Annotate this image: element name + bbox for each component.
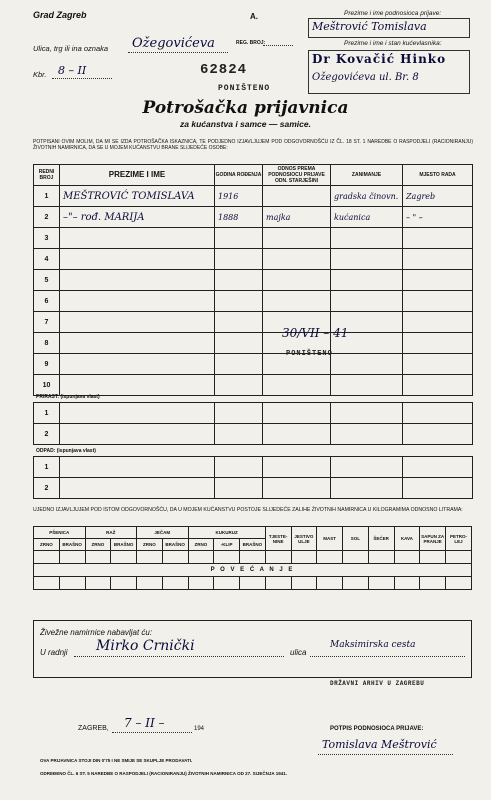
person-name: [60, 375, 215, 396]
legal-note: ODREĐENO ČL. 6 ST. 5 NAREDBE O RASPODJELI (RACIONIRANJU) ŽIVOTNIH NAMIRNICA OD 27. SIJEČNJA 1941.: [40, 771, 287, 776]
person-no: 9: [34, 354, 60, 375]
stock-group-header: RAŽ: [85, 527, 137, 539]
col-header-occupation: ZANIMANJE: [331, 165, 403, 186]
person-name: –"– rođ. MARIJA: [60, 207, 215, 228]
odpad-label: ODPAD: (ispunjava vlast): [36, 448, 96, 454]
person-relation: [263, 375, 331, 396]
stock-value-cell: [111, 551, 137, 564]
stock-subheader: BRAŠNO: [59, 539, 85, 551]
person-workplace: [403, 354, 473, 375]
person-row: [34, 207, 473, 228]
stock-value-cell: [394, 551, 420, 564]
stock-value-cell: [265, 577, 291, 590]
form-title: Potrošačka prijavnica: [142, 98, 349, 118]
prirast-row-number: 1: [34, 403, 60, 424]
stock-subheader: BRAŠNO: [111, 539, 137, 551]
cancel-annotation: 30/VII – 41: [282, 326, 349, 340]
person-row: [34, 354, 473, 375]
applicant-name-value: Meštrović Tomislava: [312, 20, 427, 33]
form-letter: A.: [250, 12, 258, 21]
person-occupation: [331, 249, 403, 270]
person-occupation: gradska činovn.: [331, 186, 403, 207]
person-name: [60, 354, 215, 375]
odpad-row-number: 1: [34, 457, 60, 478]
shop-radnja-label: U radnji: [40, 648, 68, 657]
person-workplace: [403, 291, 473, 312]
person-relation: majka: [263, 207, 331, 228]
year-suffix: 194: [194, 726, 205, 732]
reg-label: REG. BROJ:: [236, 40, 266, 46]
form-subtitle: za kućanstva i samce — samice.: [180, 119, 311, 129]
person-no: 5: [34, 270, 60, 291]
stock-group-header: MAST: [317, 527, 343, 551]
person-occupation: [331, 354, 403, 375]
person-workplace: [403, 270, 473, 291]
stock-group-header: PŠENICA: [34, 527, 86, 539]
person-no: 1: [34, 186, 60, 207]
stock-value-cell: [420, 551, 446, 564]
person-name: [60, 249, 215, 270]
person-year: 1888: [215, 207, 263, 228]
person-relation: [263, 249, 331, 270]
date-line: [112, 732, 192, 733]
prirast-cell: [263, 403, 331, 424]
stock-subheader: BRAŠNO: [240, 539, 266, 551]
stock-value-cell: [343, 577, 369, 590]
stock-value-cell: [34, 577, 60, 590]
person-workplace: – " –: [403, 207, 473, 228]
stock-value-cell: [446, 551, 472, 564]
person-occupation: [331, 270, 403, 291]
stock-increase-row: [34, 564, 472, 577]
odpad-cell: [331, 457, 403, 478]
stock-value-cell: [343, 551, 369, 564]
landlord-label: Prezime i ime i stan kućevlasnika:: [344, 40, 442, 47]
stock-value-row: [34, 577, 472, 590]
stock-value-cell: [85, 551, 111, 564]
stock-value-cell: [34, 551, 60, 564]
person-year: [215, 270, 263, 291]
shop-street-line: [310, 656, 465, 657]
street-value: Ožegovićeva: [132, 36, 215, 51]
person-row: [34, 333, 473, 354]
landlord-address: Ožegovićeva ul. Br. 8: [312, 72, 419, 83]
stock-subheader: ZRNO: [137, 539, 163, 551]
stock-value-cell: [420, 577, 446, 590]
signature-value: Tomislava Meštrović: [322, 738, 437, 751]
place-label: ZAGREB,: [78, 725, 109, 732]
prirast-cell: [403, 424, 473, 445]
stock-value-cell: [162, 551, 188, 564]
prirast-cell: [60, 424, 215, 445]
person-row: [34, 249, 473, 270]
stock-value-cell: [317, 577, 343, 590]
reg-line: [263, 45, 293, 46]
person-year: [215, 249, 263, 270]
person-row: [34, 270, 473, 291]
shop-street-label: ulica: [290, 648, 307, 657]
person-occupation: [331, 291, 403, 312]
odpad-cell: [263, 457, 331, 478]
person-workplace: [403, 312, 473, 333]
shop-street-value: Maksimirska cesta: [330, 640, 416, 650]
stock-value-cell: [317, 551, 343, 564]
persons-table-header: [34, 165, 473, 186]
street-label: Ulica, trg ili ina oznaka: [33, 44, 109, 53]
person-no: 10: [34, 375, 60, 396]
person-workplace: [403, 333, 473, 354]
cancelled-stamp-table: PONIŠTENO: [286, 350, 333, 358]
col-header-name: PREZIME I IME: [60, 165, 215, 186]
stock-subheader: ZRNO: [34, 539, 60, 551]
person-name: [60, 270, 215, 291]
person-name: [60, 312, 215, 333]
odpad-row-number: 2: [34, 478, 60, 499]
person-year: [215, 354, 263, 375]
stock-value-cell: [214, 551, 240, 564]
person-workplace: [403, 375, 473, 396]
person-row: [34, 228, 473, 249]
price-note: OVA PRIJAVNICA STOJI DIN 0'75 I NE SMIJE SE SKUPLJE PRODAVATI.: [40, 758, 193, 763]
person-year: [215, 291, 263, 312]
stock-value-cell: [214, 577, 240, 590]
stock-subheader: ZRNO: [188, 539, 214, 551]
odpad-cell: [60, 478, 215, 499]
city-label: Grad Zagreb: [33, 10, 87, 20]
stock-value-cell: [162, 577, 188, 590]
odpad-cell: [215, 457, 263, 478]
person-occupation: kućanica: [331, 207, 403, 228]
stock-value-row: [34, 551, 472, 564]
person-name: MEŠTROVIĆ TOMISLAVA: [60, 186, 215, 207]
person-year: 1916: [215, 186, 263, 207]
odpad-row: [34, 457, 473, 478]
stock-value-cell: [240, 577, 266, 590]
shop-line: [74, 656, 284, 657]
stock-group-row: [34, 527, 472, 539]
prirast-cell: [331, 424, 403, 445]
shop-label: Živežne namirnice nabavljat ću:: [40, 628, 153, 637]
person-no: 2: [34, 207, 60, 228]
person-no: 4: [34, 249, 60, 270]
stock-value-cell: [137, 577, 163, 590]
cancelled-stamp-top: PONIŠTENO: [218, 84, 271, 93]
person-workplace: Zagreb: [403, 186, 473, 207]
prirast-cell: [215, 403, 263, 424]
person-row: [34, 186, 473, 207]
stock-value-cell: [291, 551, 317, 564]
col-header-workplace: MJESTO RADA: [403, 165, 473, 186]
kbr-line: [52, 78, 112, 79]
person-relation: [263, 228, 331, 249]
prirast-cell: [331, 403, 403, 424]
person-workplace: [403, 228, 473, 249]
stock-subheader: ZRNO: [85, 539, 111, 551]
person-row: [34, 312, 473, 333]
stock-value-cell: [368, 551, 394, 564]
stock-subheader: BRAŠNO: [162, 539, 188, 551]
person-no: 3: [34, 228, 60, 249]
stock-value-cell: [111, 577, 137, 590]
prirast-cell: [215, 424, 263, 445]
stock-group-header: JEČAM: [137, 527, 189, 539]
archive-stamp: DRŽAVNI ARHIV U ZAGREBU: [330, 680, 425, 687]
prirast-row: [34, 424, 473, 445]
col-header-relation: ODNOS PREMA PODNOSIOCU PRIJAVE ODN. STARJEŠINI: [263, 165, 331, 186]
stock-value-cell: [188, 551, 214, 564]
prirast-label: PRIRAST: (ispunjava vlast): [36, 394, 100, 400]
col-header-no: REDNI BROJ: [34, 165, 60, 186]
person-occupation: [331, 375, 403, 396]
person-name: [60, 333, 215, 354]
applicant-name-label: Prezime i ime podnosioca prijave:: [344, 10, 442, 17]
person-row: [34, 291, 473, 312]
person-year: [215, 312, 263, 333]
stock-group-header: JESTIVO ULJE: [291, 527, 317, 551]
stock-increase-label: P O V E Ć A N J E: [34, 564, 472, 577]
persons-table: [33, 164, 473, 396]
stock-group-header: KAVA: [394, 527, 420, 551]
landlord-value: Dr Kovačić Hinko: [312, 52, 447, 66]
person-name: [60, 228, 215, 249]
stock-value-cell: [85, 577, 111, 590]
odpad-table: [33, 456, 473, 499]
person-relation: [263, 291, 331, 312]
stock-declaration: UJEDNO IZJAVLJUJEM POD ISTOM ODGOVORNOŠĆU, DA U MOJEM KUĆANSTVU POSTOJE SLIJEDEĆE ZALIHE ŽIVOTNIH NAMIRNICA U KILOGRAMIMA ODNOSNO LITRAMA:: [33, 507, 463, 513]
date-value: 7 – II –: [124, 716, 165, 730]
prirast-cell: [403, 403, 473, 424]
stock-value-cell: [446, 577, 472, 590]
stock-value-cell: [291, 577, 317, 590]
stock-group-header: KUKURUZ: [188, 527, 265, 539]
signature-label: POTPIS PODNOSIOCA PRIJAVE:: [330, 726, 424, 732]
prirast-row: [34, 403, 473, 424]
odpad-row: [34, 478, 473, 499]
stock-value-cell: [240, 551, 266, 564]
odpad-cell: [215, 478, 263, 499]
person-occupation: [331, 228, 403, 249]
prirast-cell: [263, 424, 331, 445]
person-year: [215, 228, 263, 249]
stock-value-cell: [188, 577, 214, 590]
stock-table: [33, 526, 472, 590]
person-relation: [263, 186, 331, 207]
stock-value-cell: [368, 577, 394, 590]
person-relation: [263, 270, 331, 291]
stock-group-header: PETRO-LEJ: [446, 527, 472, 551]
prirast-cell: [60, 403, 215, 424]
col-header-year: GODINA ROĐENJA: [215, 165, 263, 186]
serial-number: 62824: [200, 62, 248, 78]
person-year: [215, 333, 263, 354]
stock-value-cell: [59, 551, 85, 564]
stock-group-header: SOL: [343, 527, 369, 551]
stock-value-cell: [59, 577, 85, 590]
odpad-cell: [263, 478, 331, 499]
kbr-value: 8 – II: [58, 64, 87, 77]
person-no: 7: [34, 312, 60, 333]
signature-line: [318, 754, 453, 755]
person-year: [215, 375, 263, 396]
odpad-cell: [331, 478, 403, 499]
person-no: 8: [34, 333, 60, 354]
prirast-table: [33, 402, 473, 445]
stock-subheader: -KLIP: [214, 539, 240, 551]
person-workplace: [403, 249, 473, 270]
stock-group-header: ŠEĆER: [368, 527, 394, 551]
odpad-cell: [60, 457, 215, 478]
shop-value: Mirko Crnički: [96, 638, 195, 654]
prirast-row-number: 2: [34, 424, 60, 445]
odpad-cell: [403, 478, 473, 499]
kbr-label: Kbr.: [33, 70, 47, 79]
street-line: [128, 52, 228, 53]
person-row: [34, 375, 473, 396]
person-name: [60, 291, 215, 312]
person-no: 6: [34, 291, 60, 312]
declaration-text: POTPISANI OVIM MOLIM, DA MI SE IZDA POTROŠAČKA ISKAZNICA, TE PODJEDNO IZJAVLJUJEM POD ODGOVORNOŠĆU IZ ČL. 18 ST. 1 NAREDBE O RASPODJELI (RACIONIRANJU) ŽIVOTNIH NAMIRNICA, DA SE U MOJEM KUĆANSTVU BRANE SLIJEDEĆE OSOBE:: [33, 139, 473, 151]
stock-group-header: SAPUN ZA PRANJE: [420, 527, 446, 551]
stock-group-header: TJESTE-NINE: [265, 527, 291, 551]
stock-value-cell: [137, 551, 163, 564]
stock-value-cell: [394, 577, 420, 590]
stock-value-cell: [265, 551, 291, 564]
odpad-cell: [403, 457, 473, 478]
